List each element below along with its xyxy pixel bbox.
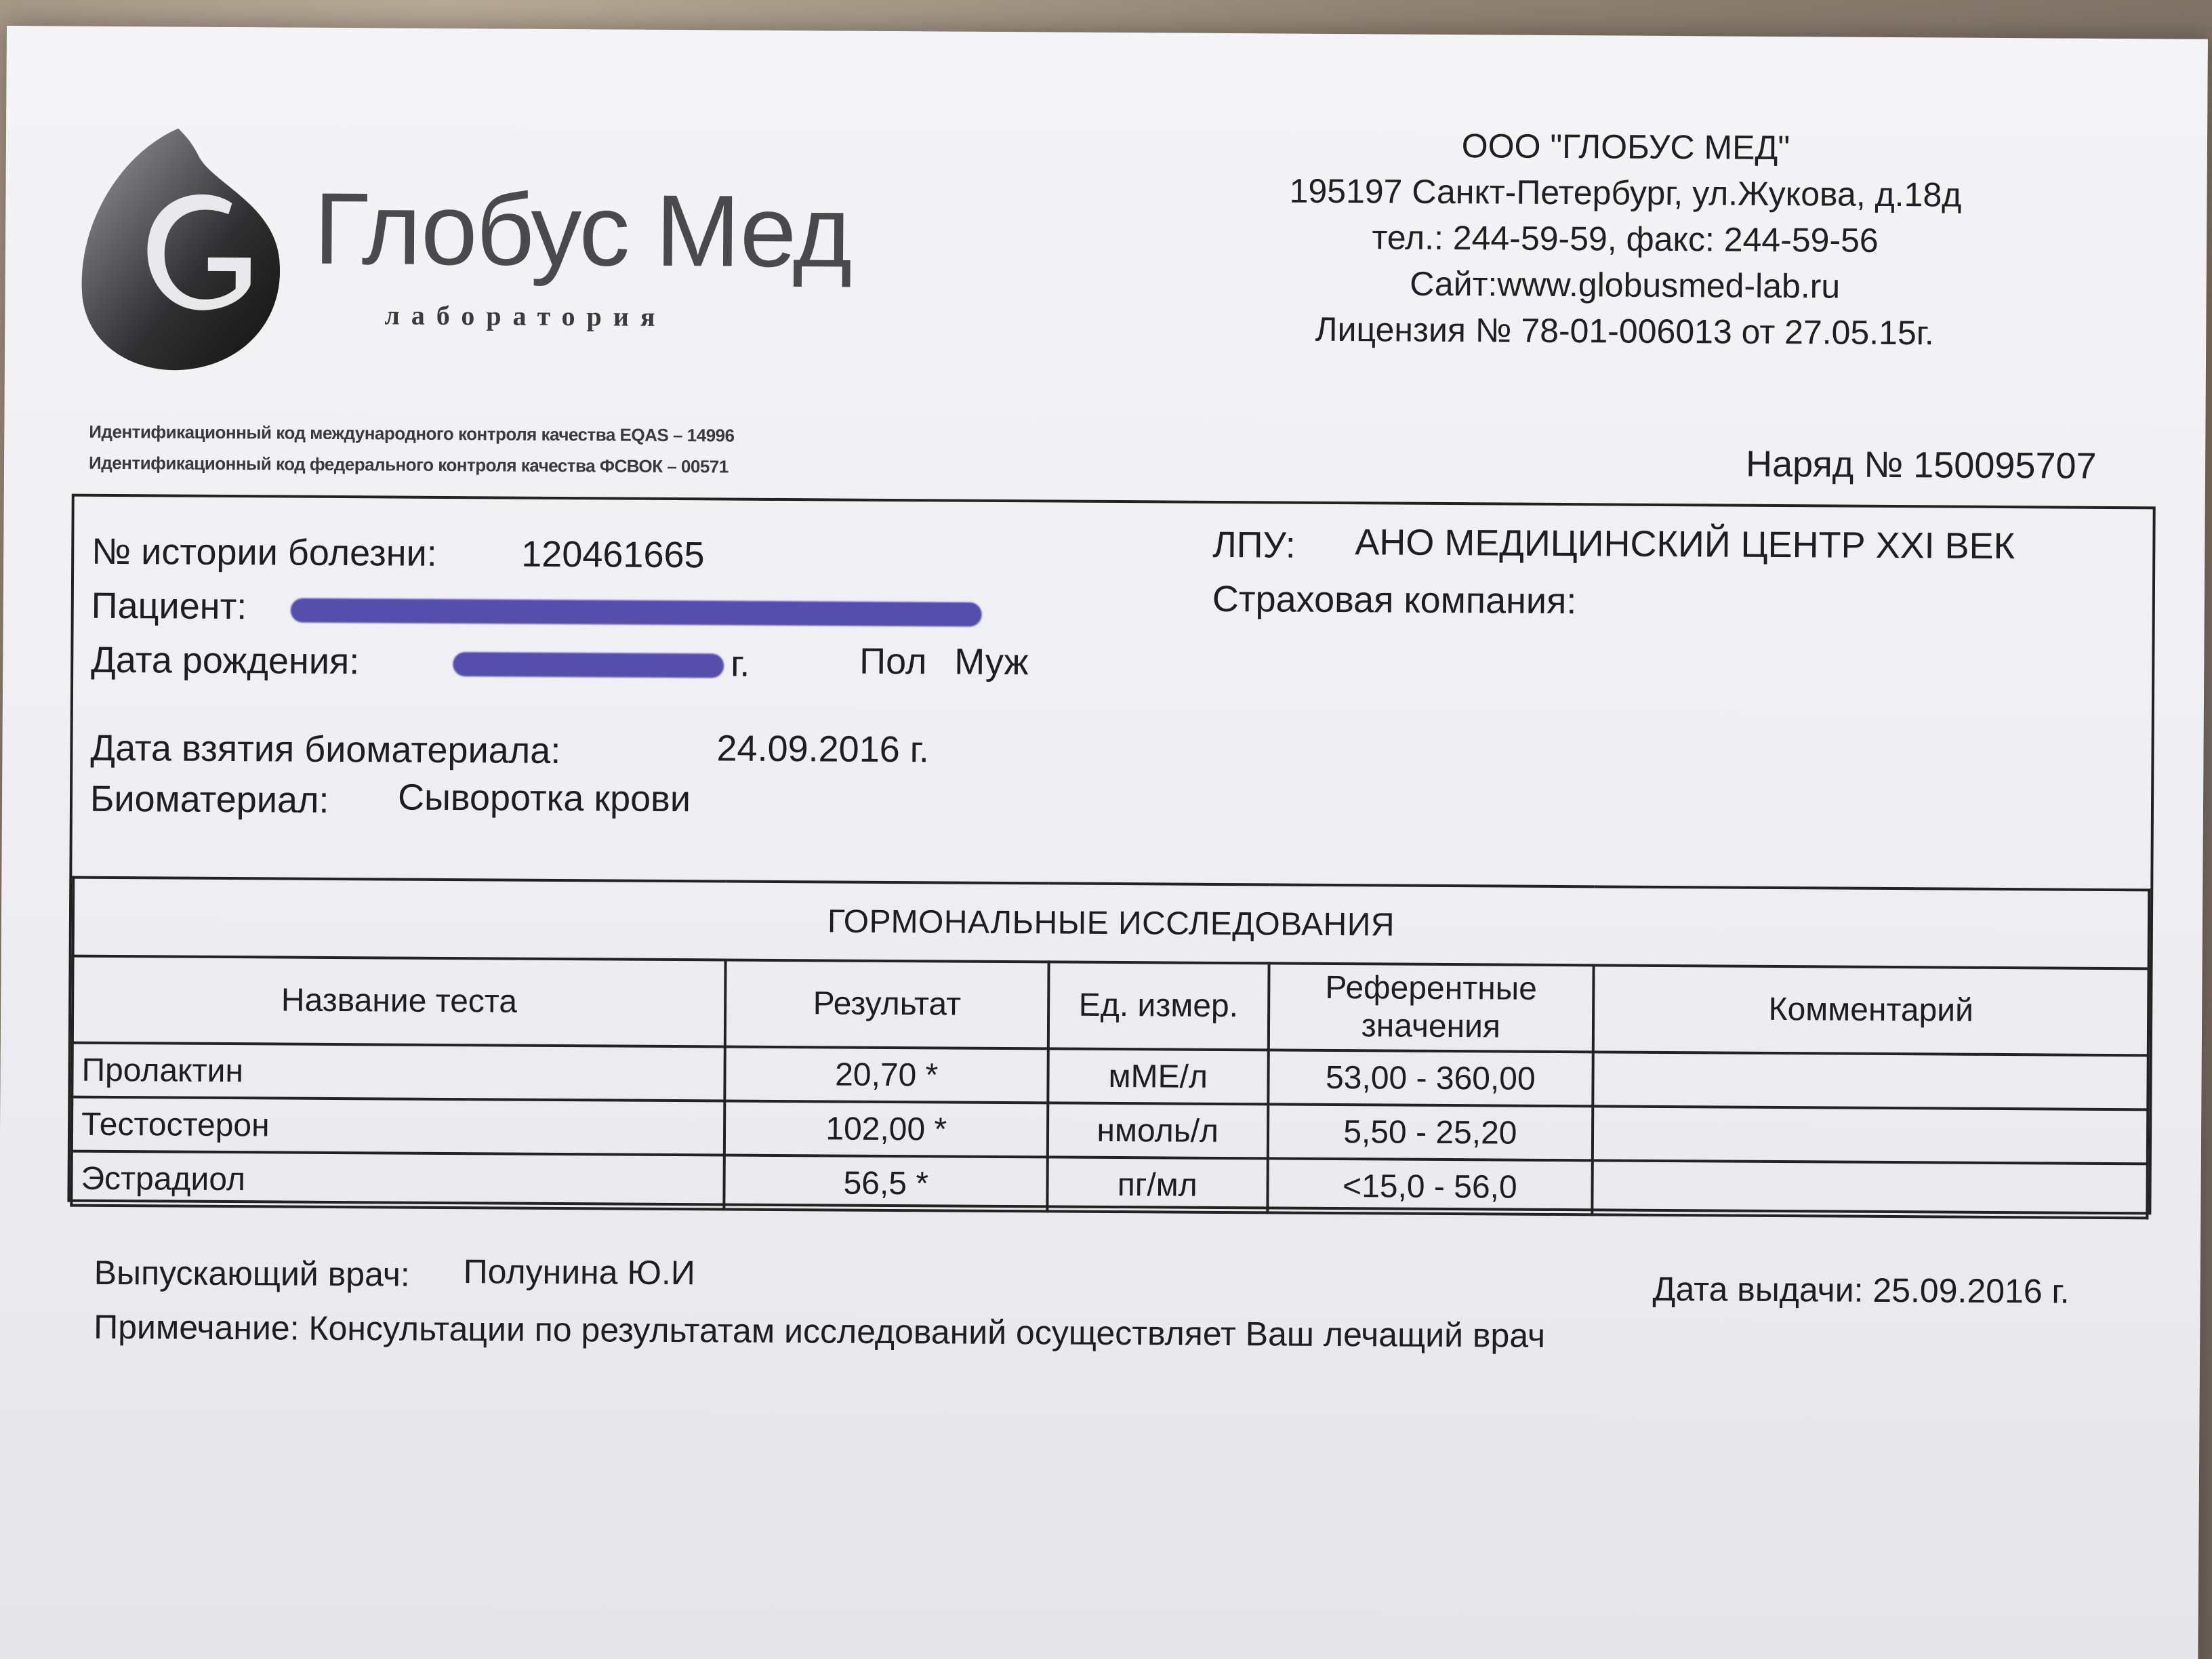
test-comment xyxy=(1593,1106,2148,1164)
issue-date: Дата выдачи: 25.09.2016 г. xyxy=(1652,1269,2070,1311)
test-reference: <15,0 - 56,0 xyxy=(1267,1158,1593,1214)
header-reference-line1: Референтные xyxy=(1325,969,1538,1007)
quality-codes xyxy=(89,416,735,483)
test-comment xyxy=(1593,1052,2148,1109)
lpu-label: ЛПУ: xyxy=(1212,524,1296,566)
header-reference-line2: значения xyxy=(1361,1008,1501,1045)
test-reference: 53,00 - 360,00 xyxy=(1268,1050,1593,1106)
company-name: ООО "ГЛОБУС МЕД" xyxy=(1461,127,1790,167)
test-unit: нмоль/л xyxy=(1048,1103,1268,1158)
globus-med-logo-icon xyxy=(75,128,293,373)
lpu-value: АНО МЕДИЦИНСКИЙ ЦЕНТР XXI ВЕК xyxy=(1355,522,2015,567)
company-license: Лицензия № 78-01-006013 от 27.05.15г. xyxy=(1315,310,1934,352)
birth-date-redaction xyxy=(453,652,724,678)
sex-value: Муж xyxy=(954,641,1029,683)
test-unit: пг/мл xyxy=(1047,1157,1267,1212)
header-comment: Комментарий xyxy=(1593,965,2149,1055)
section-row xyxy=(73,878,2150,969)
header-row xyxy=(73,956,2149,1056)
report-box xyxy=(67,494,2155,1215)
birth-suffix: г. xyxy=(731,643,750,684)
patient-label: Пациент: xyxy=(91,585,247,628)
birth-label: Дата рождения: xyxy=(91,639,360,682)
results-table xyxy=(70,876,2150,1220)
company-site: Сайт:www.globusmed-lab.ru xyxy=(1410,264,1841,306)
header-result: Результат xyxy=(725,960,1048,1049)
company-phone: тел.: 244-59-59, факс: 244-59-56 xyxy=(1372,218,1879,260)
test-name: Пролактин xyxy=(72,1043,725,1101)
header-reference xyxy=(1268,963,1593,1052)
biomaterial-value: Сыворотка крови xyxy=(397,777,691,820)
header-test-name: Название теста xyxy=(73,956,726,1047)
doctor-label: Выпускающий врач: xyxy=(94,1253,410,1294)
test-unit: мМЕ/л xyxy=(1048,1048,1268,1104)
logo-title: Глобус Мед xyxy=(313,171,852,289)
note: Примечание: Консультации по результатам исследований осуществляет Ваш лечащий врач xyxy=(94,1307,1546,1355)
sex-label: Пол xyxy=(859,640,927,682)
order-number: Наряд № 150095707 xyxy=(1745,443,2097,487)
test-reference: 5,50 - 25,20 xyxy=(1267,1104,1593,1160)
quality-code-eqas: Идентификационный код международного контроля качества EQAS – 14996 xyxy=(89,421,735,446)
patient-name-redaction xyxy=(291,598,982,627)
test-result: 56,5 * xyxy=(724,1155,1048,1212)
test-result: 20,70 * xyxy=(725,1047,1048,1103)
insurance-label: Страховая компания: xyxy=(1212,578,1577,622)
biomaterial-label: Биоматериал: xyxy=(89,778,329,821)
header-unit: Ед. измер. xyxy=(1048,962,1269,1050)
test-name: Тестостерон xyxy=(72,1097,725,1155)
doctor-value: Полунина Ю.И xyxy=(463,1252,695,1292)
sample-date-label: Дата взятия биоматериала: xyxy=(90,727,561,772)
test-name: Эстрадиол xyxy=(71,1151,724,1210)
company-info xyxy=(1184,121,2066,357)
history-label: № истории болезни: xyxy=(91,531,437,574)
history-value: 120461665 xyxy=(521,533,705,576)
company-address: 195197 Санкт-Петербург, ул.Жукова, д.18д xyxy=(1289,171,1962,214)
lab-report-sheet xyxy=(0,26,2208,1659)
quality-code-fsvok: Идентификационный код федерального контроля качества ФСВОК – 00571 xyxy=(88,452,729,477)
sample-date-value: 24.09.2016 г. xyxy=(716,728,930,771)
logo-subtitle: лаборатория xyxy=(384,300,667,332)
test-result: 102,00 * xyxy=(724,1101,1048,1158)
section-title: ГОРМОНАЛЬНЫЕ ИССЛЕДОВАНИЯ xyxy=(73,878,2150,969)
test-comment xyxy=(1592,1160,2147,1218)
